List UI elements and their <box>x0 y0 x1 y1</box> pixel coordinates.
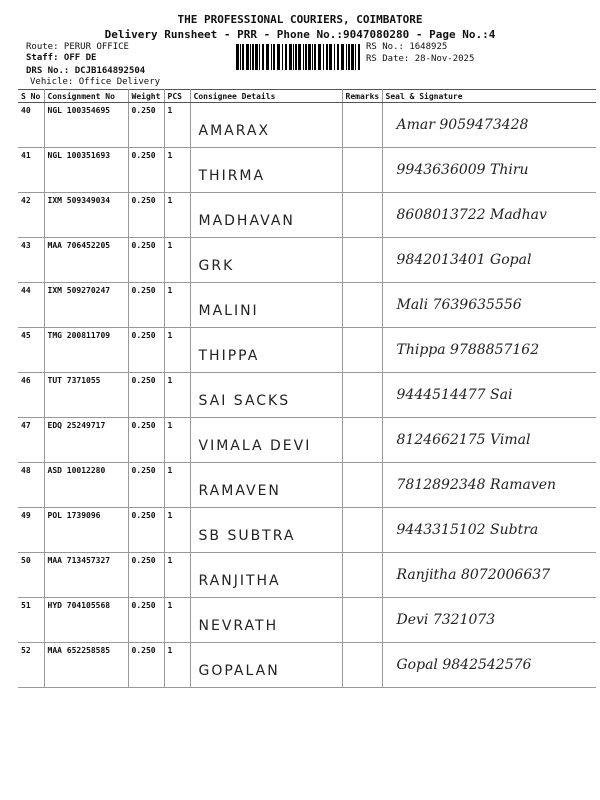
table-row <box>18 418 596 463</box>
rs-date: RS Date: 28-Nov-2025 <box>366 54 475 64</box>
barcode-bar <box>348 44 350 70</box>
col-consignment: Consignment No <box>44 90 128 103</box>
table-row <box>18 598 596 643</box>
cell-signature <box>382 238 596 283</box>
barcode-bar <box>303 44 304 70</box>
cell-consignment: ASD 10012280 <box>44 463 128 508</box>
table-row <box>18 553 596 598</box>
cell-weight: 0.250 <box>128 283 164 328</box>
handwritten-consignee: THIRMA <box>198 168 266 184</box>
barcode-bar <box>242 44 244 70</box>
barcode-bar <box>259 44 260 70</box>
cell-consignment: MAA 652258585 <box>44 643 128 688</box>
handwritten-signature: 8124662175 Vimal <box>396 432 531 448</box>
barcode-bar <box>308 44 311 70</box>
barcode-bar <box>329 44 332 70</box>
barcode-bar <box>277 44 280 70</box>
cell-weight: 0.250 <box>128 373 164 418</box>
barcode-bar <box>318 44 321 70</box>
barcode-bar <box>358 44 360 70</box>
cell-consignee <box>190 148 342 193</box>
col-sno: S No <box>18 90 44 103</box>
col-weight: Weight <box>128 90 164 103</box>
cell-consignment: NGL 100351693 <box>44 148 128 193</box>
barcode-bar <box>355 44 356 70</box>
barcode-bar <box>282 44 283 70</box>
table-row <box>18 148 596 193</box>
cell-pcs: 1 <box>164 643 190 688</box>
barcode-bar <box>346 44 347 70</box>
cell-pcs: 1 <box>164 328 190 373</box>
cell-sno: 43 <box>18 238 44 283</box>
cell-consignment: POL 1739096 <box>44 508 128 553</box>
cell-pcs: 1 <box>164 463 190 508</box>
table-row <box>18 328 596 373</box>
barcode-bar <box>323 44 324 70</box>
cell-consignee <box>190 418 342 463</box>
barcode-bar <box>252 44 254 70</box>
route-label: Route: PERUR OFFICE <box>26 42 129 52</box>
cell-sno: 42 <box>18 193 44 238</box>
cell-sno: 52 <box>18 643 44 688</box>
barcode-bar <box>295 44 297 70</box>
handwritten-signature: 9444514477 Sai <box>396 387 513 403</box>
handwritten-signature: Amar 9059473428 <box>396 117 529 133</box>
staff-label: Staff: OFF DE <box>26 53 97 63</box>
handwritten-consignee: NEVRATH <box>198 618 279 634</box>
cell-signature <box>382 508 596 553</box>
col-consignee: Consignee Details <box>190 90 342 103</box>
barcode-bar <box>293 44 294 70</box>
cell-signature <box>382 553 596 598</box>
cell-remarks <box>342 373 382 418</box>
cell-consignee <box>190 643 342 688</box>
handwritten-signature: 7812892348 Ramaven <box>396 477 557 493</box>
cell-signature <box>382 418 596 463</box>
cell-pcs: 1 <box>164 193 190 238</box>
barcode-bar <box>337 44 339 70</box>
handwritten-consignee: RANJITHA <box>198 573 281 589</box>
vehicle-label: Vehicle: Office Delivery <box>30 77 161 87</box>
cell-consignee <box>190 238 342 283</box>
cell-consignee <box>190 463 342 508</box>
table-row <box>18 193 596 238</box>
cell-consignment: TMG 200811709 <box>44 328 128 373</box>
cell-signature <box>382 463 596 508</box>
cell-weight: 0.250 <box>128 508 164 553</box>
runsheet-title: Delivery Runsheet - PRR - Phone No.:9047080280 - Page No.:4 <box>104 28 496 41</box>
cell-pcs: 1 <box>164 103 190 148</box>
cell-weight: 0.250 <box>128 328 164 373</box>
handwritten-consignee: AMARAX <box>198 123 271 139</box>
barcode-bar <box>246 44 249 70</box>
cell-sno: 45 <box>18 328 44 373</box>
cell-signature <box>382 373 596 418</box>
barcode-bar <box>273 44 275 70</box>
cell-consignment: NGL 100354695 <box>44 103 128 148</box>
handwritten-consignee: RAMAVEN <box>198 483 281 499</box>
cell-remarks <box>342 148 382 193</box>
barcode-bar <box>271 44 272 70</box>
company-name: THE PROFESSIONAL COURIERS, COIMBATORE <box>177 13 423 26</box>
cell-sno: 51 <box>18 598 44 643</box>
cell-weight: 0.250 <box>128 148 164 193</box>
col-remarks: Remarks <box>342 90 382 103</box>
handwritten-consignee: SAI SACKS <box>198 393 291 409</box>
cell-signature <box>382 643 596 688</box>
cell-weight: 0.250 <box>128 193 164 238</box>
cell-signature <box>382 598 596 643</box>
handwritten-signature: 9842013401 Gopal <box>396 252 532 268</box>
cell-signature <box>382 193 596 238</box>
cell-consignment: IXM 509349034 <box>44 193 128 238</box>
cell-weight: 0.250 <box>128 418 164 463</box>
handwritten-consignee: SB SUBTRA <box>198 528 296 544</box>
table-row <box>18 238 596 283</box>
cell-signature <box>382 148 596 193</box>
cell-remarks <box>342 643 382 688</box>
cell-consignee <box>190 508 342 553</box>
cell-weight: 0.250 <box>128 463 164 508</box>
cell-consignee <box>190 283 342 328</box>
table-row <box>18 508 596 553</box>
cell-weight: 0.250 <box>128 553 164 598</box>
table-row <box>18 103 596 148</box>
barcode-bar <box>298 44 301 70</box>
cell-signature <box>382 103 596 148</box>
barcode-bar <box>266 44 269 70</box>
barcode-bar <box>326 44 328 70</box>
table-row <box>18 463 596 508</box>
barcode <box>236 44 362 70</box>
barcode-bar <box>262 44 264 70</box>
handwritten-consignee: MALINI <box>198 303 259 319</box>
handwritten-signature: Mali 7639635556 <box>396 297 522 313</box>
barcode-bar <box>305 44 307 70</box>
handwritten-signature: Ranjitha 8072006637 <box>396 567 551 583</box>
col-seal: Seal & Signature <box>382 90 596 103</box>
cell-signature <box>382 283 596 328</box>
cell-remarks <box>342 283 382 328</box>
table-row <box>18 283 596 328</box>
cell-consignee <box>190 598 342 643</box>
cell-remarks <box>342 508 382 553</box>
rs-number: RS No.: 1648925 <box>366 42 448 52</box>
table-row <box>18 373 596 418</box>
cell-weight: 0.250 <box>128 598 164 643</box>
barcode-bar <box>255 44 258 70</box>
cell-sno: 50 <box>18 553 44 598</box>
barcode-bar <box>240 44 241 70</box>
barcode-bar <box>289 44 292 70</box>
cell-pcs: 1 <box>164 598 190 643</box>
cell-remarks <box>342 463 382 508</box>
handwritten-consignee: THIPPA <box>198 348 260 364</box>
cell-sno: 40 <box>18 103 44 148</box>
cell-pcs: 1 <box>164 238 190 283</box>
cell-weight: 0.250 <box>128 238 164 283</box>
cell-pcs: 1 <box>164 373 190 418</box>
barcode-bar <box>312 44 313 70</box>
barcode-bar <box>285 44 287 70</box>
handwritten-signature: Gopal 9842542576 <box>396 657 532 673</box>
cell-consignment: HYD 704105568 <box>44 598 128 643</box>
handwritten-consignee: GRK <box>198 258 235 274</box>
handwritten-consignee: GOPALAN <box>198 663 280 679</box>
cell-pcs: 1 <box>164 508 190 553</box>
cell-pcs: 1 <box>164 418 190 463</box>
cell-pcs: 1 <box>164 553 190 598</box>
barcode-bar <box>250 44 251 70</box>
cell-sno: 49 <box>18 508 44 553</box>
cell-consignment: MAA 713457327 <box>44 553 128 598</box>
handwritten-signature: 8608013722 Madhav <box>396 207 547 223</box>
cell-sno: 47 <box>18 418 44 463</box>
barcode-bar <box>341 44 344 70</box>
handwritten-signature: 9943636009 Thiru <box>396 162 529 178</box>
cell-consignment: TUT 7371055 <box>44 373 128 418</box>
cell-consignment: MAA 706452205 <box>44 238 128 283</box>
cell-sno: 46 <box>18 373 44 418</box>
cell-remarks <box>342 238 382 283</box>
barcode-bar <box>314 44 316 70</box>
cell-consignee <box>190 328 342 373</box>
cell-consignee <box>190 103 342 148</box>
cell-remarks <box>342 598 382 643</box>
cell-remarks <box>342 418 382 463</box>
cell-consignment: EDQ 25249717 <box>44 418 128 463</box>
col-pcs: PCS <box>164 90 190 103</box>
cell-sno: 41 <box>18 148 44 193</box>
table-row <box>18 643 596 688</box>
barcode-bar <box>334 44 335 70</box>
cell-sno: 48 <box>18 463 44 508</box>
table-header-row <box>18 90 596 103</box>
cell-weight: 0.250 <box>128 643 164 688</box>
barcode-bar <box>236 44 239 70</box>
cell-remarks <box>342 328 382 373</box>
handwritten-consignee: MADHAVAN <box>198 213 295 229</box>
cell-consignee <box>190 553 342 598</box>
drs-number: DRS No.: DCJB164892504 <box>26 66 146 76</box>
cell-pcs: 1 <box>164 148 190 193</box>
runsheet-table <box>18 89 596 688</box>
handwritten-signature: 9443315102 Subtra <box>396 522 539 538</box>
cell-remarks <box>342 103 382 148</box>
cell-pcs: 1 <box>164 283 190 328</box>
cell-remarks <box>342 193 382 238</box>
cell-weight: 0.250 <box>128 103 164 148</box>
cell-signature <box>382 328 596 373</box>
handwritten-signature: Devi 7321073 <box>396 612 496 628</box>
barcode-bar <box>351 44 354 70</box>
handwritten-signature: Thippa 9788857162 <box>396 342 540 358</box>
cell-consignee <box>190 193 342 238</box>
cell-consignment: IXM 509270247 <box>44 283 128 328</box>
cell-remarks <box>342 553 382 598</box>
cell-sno: 44 <box>18 283 44 328</box>
cell-consignee <box>190 373 342 418</box>
handwritten-consignee: VIMALA DEVI <box>198 438 312 454</box>
